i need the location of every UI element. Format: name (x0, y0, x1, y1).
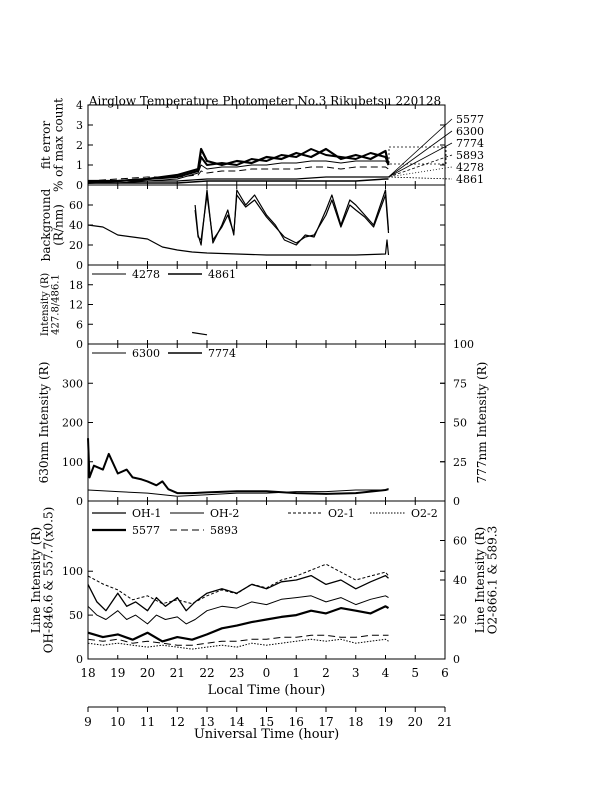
ylabel-left: OH-846.6 & 557.7(x0.5) (41, 506, 56, 654)
ytick-label-left: 300 (62, 377, 83, 391)
legend-pointer (388, 131, 452, 177)
xtick-label-ut: 10 (110, 715, 126, 729)
panel-frame (88, 344, 445, 501)
legend-pointer (388, 177, 452, 179)
xtick-label-ut: 14 (229, 715, 245, 729)
series-s2 (195, 190, 388, 245)
xtick-label-local: 5 (411, 666, 420, 680)
series-s1 (88, 225, 389, 255)
xtick-label-local: 18 (80, 666, 96, 680)
legend-label: O2-1 (328, 507, 355, 520)
xtick-label-ut: 18 (348, 715, 364, 729)
ytick-label-left: 100 (62, 455, 83, 469)
series-7774 (88, 488, 389, 496)
ytick-label-left: 0 (76, 653, 83, 666)
ytick-label-left: 4 (76, 99, 83, 112)
ytick-label-left: 40 (69, 219, 83, 232)
xaxis-label-ut: Universal Time (hour) (193, 727, 340, 742)
ytick-label-left: 3 (76, 119, 83, 132)
xtick-label-ut: 19 (377, 715, 394, 729)
legend-label: 5893 (210, 524, 238, 537)
series-o2-1 (88, 564, 389, 604)
xtick-label-local: 23 (229, 666, 245, 680)
ylabel-left: (R/nm) (51, 204, 66, 246)
xtick-label-ut: 15 (258, 715, 275, 729)
legend-label: O2-2 (411, 507, 438, 520)
legend-label: 5893 (456, 149, 484, 162)
ytick-label-left: 50 (69, 609, 83, 623)
series-5577 (88, 606, 389, 641)
legend-label: 4861 (208, 268, 236, 281)
xtick-label-local: 1 (292, 666, 301, 680)
panel-oi (37, 338, 489, 508)
legend-label: 5577 (456, 113, 484, 126)
series-oh-1 (88, 576, 389, 611)
xtick-label-ut: 21 (437, 715, 453, 729)
xtick-label-local: 6 (441, 666, 449, 680)
xtick-label-ut: 9 (84, 715, 92, 729)
ytick-label-left: 6 (76, 318, 83, 332)
legend-label: OH-2 (210, 507, 240, 520)
ytick-label-left: 0 (76, 179, 83, 192)
panel-n2 (40, 265, 445, 351)
ylabel-left: Intensity (R) (40, 272, 51, 337)
legend-label: 4861 (456, 173, 484, 186)
xtick-label-local: 21 (169, 666, 185, 680)
legend-label: 5577 (132, 524, 160, 537)
series-4278 (192, 333, 207, 335)
ytick-label-left: 200 (62, 416, 83, 430)
ytick-label-right: 0 (453, 495, 460, 508)
legend-pointer (388, 155, 452, 177)
xtick-label-ut: 17 (318, 715, 334, 729)
xtick-label-local: 22 (199, 666, 215, 680)
ytick-label-right: 60 (453, 534, 467, 548)
legend-label: 7774 (208, 347, 236, 360)
panel-bg (39, 185, 445, 272)
xtick-label-local: 0 (262, 666, 271, 680)
ytick-label-right: 100 (453, 338, 474, 351)
series-6300 (88, 438, 389, 494)
xaxis-label-local: Local Time (hour) (207, 683, 326, 698)
ylabel-left: Line Intensity (R) (29, 526, 43, 634)
xtick-label-ut: 13 (199, 715, 215, 729)
ytick-label-left: 12 (69, 298, 83, 312)
ytick-label-left: 2 (76, 139, 83, 152)
ylabel-right: O2-866.1 & 589.3 (485, 525, 500, 635)
ytick-label-left: 20 (69, 239, 83, 252)
chart-title: Airglow Temperature Photometer No.3 Rikubetsu 220128 (88, 94, 442, 108)
ylabel-left: fit error (39, 120, 53, 170)
ytick-label-left: 1 (76, 159, 83, 172)
ytick-label-right: 75 (453, 377, 467, 391)
xtick-label-ut: 20 (407, 715, 423, 729)
xtick-label-ut: 11 (139, 715, 156, 729)
ytick-label-left: 0 (76, 259, 83, 272)
ytick-label-right: 20 (453, 613, 467, 627)
ytick-label-right: 0 (453, 653, 460, 666)
ytick-label-right: 25 (453, 455, 467, 469)
legend-label: OH-1 (132, 507, 162, 520)
panel-line (29, 501, 500, 666)
ytick-label-left: 0 (76, 495, 83, 508)
series-o2-2 (88, 639, 389, 649)
xtick-label-local: 3 (351, 666, 360, 680)
ylabel-left: 427.8/486.1 (50, 274, 62, 335)
legend-label: 4278 (456, 161, 484, 174)
ylabel-left: background (39, 188, 53, 262)
xtick-label-ut: 12 (169, 715, 185, 729)
ytick-label-left: 60 (69, 199, 83, 212)
xtick-label-local: 20 (139, 666, 156, 680)
panel-frame (88, 105, 445, 185)
ytick-label-left: 0 (76, 338, 83, 351)
legend-label: 6300 (132, 347, 160, 360)
legend-label: 7774 (456, 137, 484, 150)
panel-frame (88, 185, 445, 265)
ytick-label-left: 18 (69, 278, 83, 292)
legend-label: 4278 (132, 268, 160, 281)
xtick-label-local: 2 (322, 666, 330, 680)
ylabel-left: 630nm Intensity (R) (37, 361, 51, 484)
xtick-label-ut: 16 (288, 715, 304, 729)
ylabel-right: 777nm Intensity (R) (475, 361, 489, 484)
ytick-label-left: 100 (62, 565, 83, 579)
ylabel-left: % of max count (51, 97, 66, 193)
xtick-label-local: 19 (110, 666, 126, 680)
xtick-label-local: 4 (381, 666, 390, 680)
panel-fit (39, 98, 484, 192)
ylabel-right: Line Intensity (R) (473, 526, 487, 634)
ytick-label-right: 50 (453, 416, 467, 430)
ytick-label-right: 40 (453, 574, 467, 587)
legend-label: 6300 (456, 125, 484, 138)
